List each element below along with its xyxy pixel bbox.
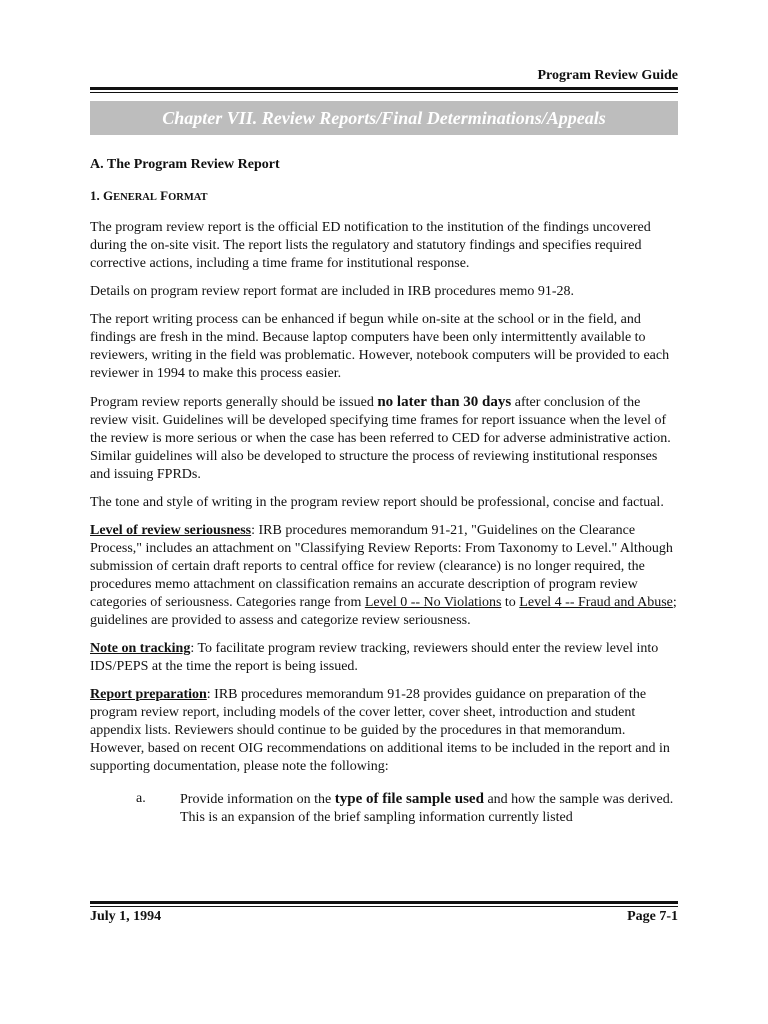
list-marker: a.	[136, 791, 146, 806]
paragraph-purpose: The program review report is the official ED notification to the institution of the findings uncovered during the on-site visit. The report lists the regulatory and statutory findings and specifies required corrective actions, including a time frame for institutional response.	[90, 220, 651, 271]
paragraph-seriousness: Level of review seriousness: IRB procedures memorandum 91-21, "Guidelines on the Clearance Process," includes an attachment on "Classifying Review Reports: From Taxonomy to Level." Although submission of certain draft reports to central office for review (clearance) is no longer required, the procedures memo attachment on classification remains an accurate description of program review categories of seriousness. Categories range from Level 0 -- No Violations to Level 4 -- Fraud and Abuse; guidelines are provided to assess and categorize review seriousness.	[90, 523, 677, 628]
chapter-banner: Chapter VII. Review Reports/Final Determinations/Appeals	[90, 101, 678, 135]
paragraph-report-preparation: Report preparation: IRB procedures memorandum 91-28 provides guidance on preparation of the program review report, including models of the cover letter, cover sheet, introduction and student appendix lists. Reviewers should continue to be guided by the procedures in that memorandum. However, based on recent OIG recommendations on additional items to be included in the report and in supporting documentation, please note the following:	[90, 687, 670, 774]
paragraph-tone: The tone and style of writing in the program review report should be professional, concise and factual.	[90, 495, 664, 510]
list-item-text: Provide information on the type of file sample used and how the sample was derived. This is an expansion of the brief sampling information currently listed	[180, 791, 674, 825]
paragraph-format-details: Details on program review report format are included in IRB procedures memo 91-28.	[90, 284, 575, 299]
paragraph-writing-process: The report writing process can be enhanced if begun while on-site at the school or in the field, and findings are fresh in the mind. Because laptop computers have been only intermittently available to reviewers, writing in the field was problematic. However, notebook computers will be provided to each reviewer in 1994 to make this process easier.	[90, 312, 670, 381]
subsection-heading: 1. GENERAL FORMAT	[90, 188, 208, 203]
footer-page-number: Page 7-1	[627, 909, 678, 924]
footer-date: July 1, 1994	[90, 909, 162, 924]
running-header: Program Review Guide	[537, 68, 678, 83]
footer-rule	[90, 901, 678, 907]
paragraph-tracking: Note on tracking: To facilitate program review tracking, reviewers should enter the review level into IDS/PEPS at the time the report is being issued.	[90, 641, 659, 674]
header-rule	[90, 87, 678, 93]
paragraph-issuance-timing: Program review reports generally should be issued no later than 30 days after conclusion of the review visit. Guidelines will be developed specifying time frames for report issuance when the level of the review is more serious or when the case has been referred to CED for adverse administrative action. Similar guidelines will also be developed to structure the process of reviewing institutional responses and issuing FPRDs.	[90, 394, 671, 482]
list-item	[90, 790, 678, 827]
section-heading: A. The Program Review Report	[90, 157, 280, 172]
document-body	[90, 156, 678, 827]
